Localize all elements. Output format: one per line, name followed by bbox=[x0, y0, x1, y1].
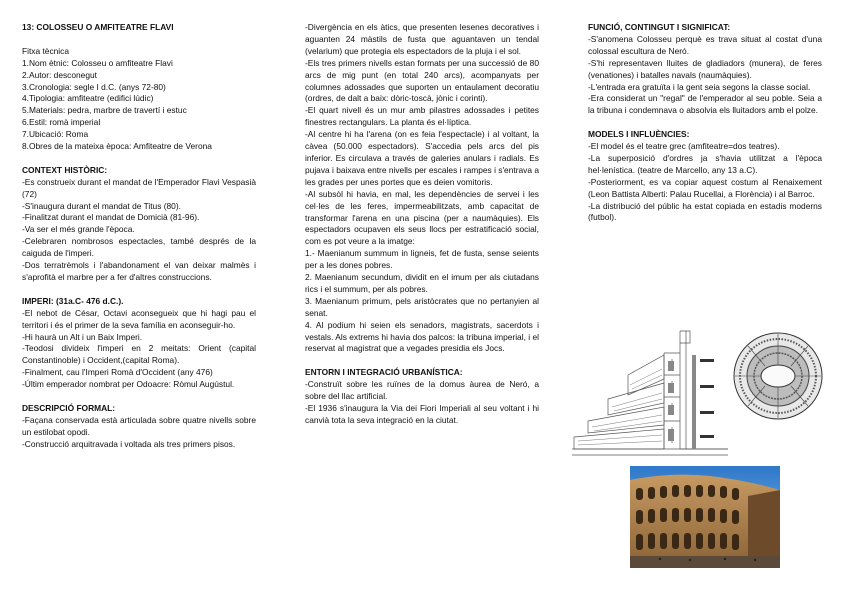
column-middle bbox=[305, 22, 539, 427]
formal-paragraph: -Al subsòl hi havia, en mal, les dependències de servei i les cel·les de les feres, impermeabilitzats, amb capacitat de transformar l'arena en una piscina (per a naumàquies). Els espectadors ocupaven els seus llocs per estratificació social, com es pot veure a la imatge: bbox=[305, 188, 539, 247]
context-item: -S'inaugura durant el mandat de Titus (80). bbox=[22, 200, 181, 211]
colosseum-photo bbox=[630, 466, 780, 568]
fitxa-item: 4.Tipologia: amfiteatre (edifici lúdic) bbox=[22, 93, 154, 104]
fitxa-item: 5.Materials: pedra, marbre de travertí i estuc bbox=[22, 105, 187, 116]
column-left bbox=[22, 22, 256, 451]
seating-item: 2. Maenianum secundum, dividit en el imum per als ciutadans rics i el summum, per als pobres. bbox=[305, 272, 539, 294]
context-heading: CONTEXT HISTÒRIC: bbox=[22, 164, 108, 175]
colosseum-plan-drawing bbox=[732, 330, 824, 422]
funcio-item: -L'entrada era gratuïta i la gent seia segons la classe social. bbox=[588, 81, 811, 92]
seating-item: 3. Maenianum primum, pels aristòcrates que no pertanyien al senat. bbox=[305, 295, 539, 318]
fitxa-item: 1.Nom ètnic: Colosseu o amfiteatre Flavi bbox=[22, 57, 173, 68]
context-item: -Dos terratrèmols i l'abandonament el van deixar malmès i s'aprofità el marbre per a fer d'altres construccions. bbox=[22, 260, 256, 282]
imperi-heading: IMPERI: (31a.C- 476 d.C.). bbox=[22, 295, 124, 306]
funcio-item: -S'anomena Colosseu perquè es trava situat al costat d'una colossal escultura de Neró. bbox=[588, 33, 822, 56]
column-right bbox=[588, 22, 822, 224]
formal-item: -Construcció arquitravada i voltada als tres primers pisos. bbox=[22, 438, 236, 449]
imperi-item: -El nebot de César, Octavi aconsegueix que hi hagi pau el territori i és el primer de la seva família en aconseguir-ho. bbox=[22, 307, 256, 330]
imperi-item: -Hi haurà un Alt i un Baix Imperi. bbox=[22, 331, 143, 342]
formal-paragraph: -Els tres primers nivells estan formats per una successió de 80 arcs de mig punt (en total 240 arcs), acompanyats per columnes adossades que suporten un entaulament decoratiu (ordres, de dalt a baix: dòric-toscà, jònic i corinti). bbox=[305, 57, 539, 104]
fitxa-item: 3.Cronologia: segle I d.C. (anys 72-80) bbox=[22, 81, 166, 92]
formal-paragraph: -Al centre hi ha l'arena (on es feia l'espectacle) i al voltant, la càvea (50.000 espectadors). S'accedia pels arcs del pis inferior. Es circulava a través de galeries anulars i radials. Es pujava i baixava entre nivells per escales i rampes i s'entrava a les grades per unes portes que es deien vomitoris. bbox=[305, 129, 539, 187]
entorn-heading: ENTORN I INTEGRACIÓ URBANÍSTICA: bbox=[305, 367, 463, 378]
page-title: 13: COLOSSEU O AMFITEATRE FLAVI bbox=[22, 22, 174, 32]
fitxa-heading: Fitxa tècnica bbox=[22, 45, 70, 56]
fitxa-item: 7.Ubicació: Roma bbox=[22, 129, 89, 140]
formal-paragraph: -El quart nivell és un mur amb pilastres adossades i petites finestres rectangulars. La planta és el·líptica. bbox=[305, 105, 539, 128]
fitxa-item: 8.Obres de la mateixa època: Amfiteatre de Verona bbox=[22, 141, 212, 152]
context-item: -Celebraren nombrosos espectacles, també després de la caiguda de l'imperi. bbox=[22, 236, 256, 259]
funcio-heading: FUNCIÓ, CONTINGUT I SIGNIFICAT: bbox=[588, 22, 731, 32]
funcio-item: -Era considerat un "regal" de l'emperador al seu poble. Seia a la tribuna i condemnava o absolvia els lluitadors amb el polze. bbox=[588, 93, 822, 116]
formal-item: -Façana conservada està articulada sobre quatre nivells sobre un estilobat opodi. bbox=[22, 414, 256, 437]
models-item: -El model és el teatre grec (amfiteatre=dos teatres). bbox=[588, 141, 780, 152]
colosseum-section-drawing bbox=[568, 325, 730, 465]
models-item: -Posteriorment, es va copiar aquest costum al Renaixement (Leon Battista Alberti: Palau Rucellai, a Florència) i al Barroc. bbox=[588, 176, 822, 199]
formal-heading: DESCRIPCIÓ FORMAL: bbox=[22, 402, 116, 413]
entorn-item: -Construït sobre les ruïnes de la domus àurea de Neró, a sobre del llac artificial. bbox=[305, 379, 539, 402]
funcio-item: -S'hi representaven lluites de gladiadors (munera), de feres (venationes) i batalles navals (naumàquies). bbox=[588, 57, 822, 80]
models-item: -La distribució del públic ha estat copiada en estadis moderns (futbol). bbox=[588, 200, 822, 223]
seating-item: 1.- Maenianum summum in ligneis, fet de fusta, sense seients per a les dones pobres. bbox=[305, 248, 539, 271]
imperi-item: -Últim emperador nombrat per Odoacre: Ròmul Augústul. bbox=[22, 379, 235, 390]
context-item: -Es construeix durant el mandat de l'Emperador Flavi Vespasià (72) bbox=[22, 176, 256, 199]
context-item: -Va ser el més grande l'època. bbox=[22, 224, 135, 235]
context-item: -Finalitzat durant el mandat de Domicià (81-96). bbox=[22, 212, 200, 223]
formal-paragraph: -Divergència en els àtics, que presenten lesenes decoratives i aguanten 24 màstils de fusta que aguantaven un tendal (velarium) que protegia els espectadors de la pluja i el sol. bbox=[305, 22, 539, 56]
imperi-item: -Finalment, cau l'Imperi Romà d'Occident (any 476) bbox=[22, 367, 213, 378]
entorn-item: -El 1936 s'inaugura la Via dei Fiori Imperiali al seu voltant i hi canvià tota la seva integració en la ciutat. bbox=[305, 402, 539, 425]
fitxa-item: 2.Autor: desconegut bbox=[22, 69, 97, 80]
models-item: -La superposició d'ordres ja s'havia utilitzat a l'època hel·lenística. (teatre de Marcello, any 13 a.C). bbox=[588, 152, 822, 175]
fitxa-item: 6.Estil: romà imperial bbox=[22, 117, 101, 128]
seating-item: 4. Al podium hi seien els senadors, magistrats, sacerdots i vestals. Als extrems hi havia dos palcos: la tribuna imperial, i el reservat al magistrat que a vegades presidia els Jocs. bbox=[305, 319, 539, 354]
models-heading: MODELS I INFLUÈNCIES: bbox=[588, 129, 690, 140]
imperi-item: -Teodosi divideix l'imperi en 2 meitats: Orient (capital Constantinoble) i Occident,(capital Roma). bbox=[22, 343, 256, 366]
